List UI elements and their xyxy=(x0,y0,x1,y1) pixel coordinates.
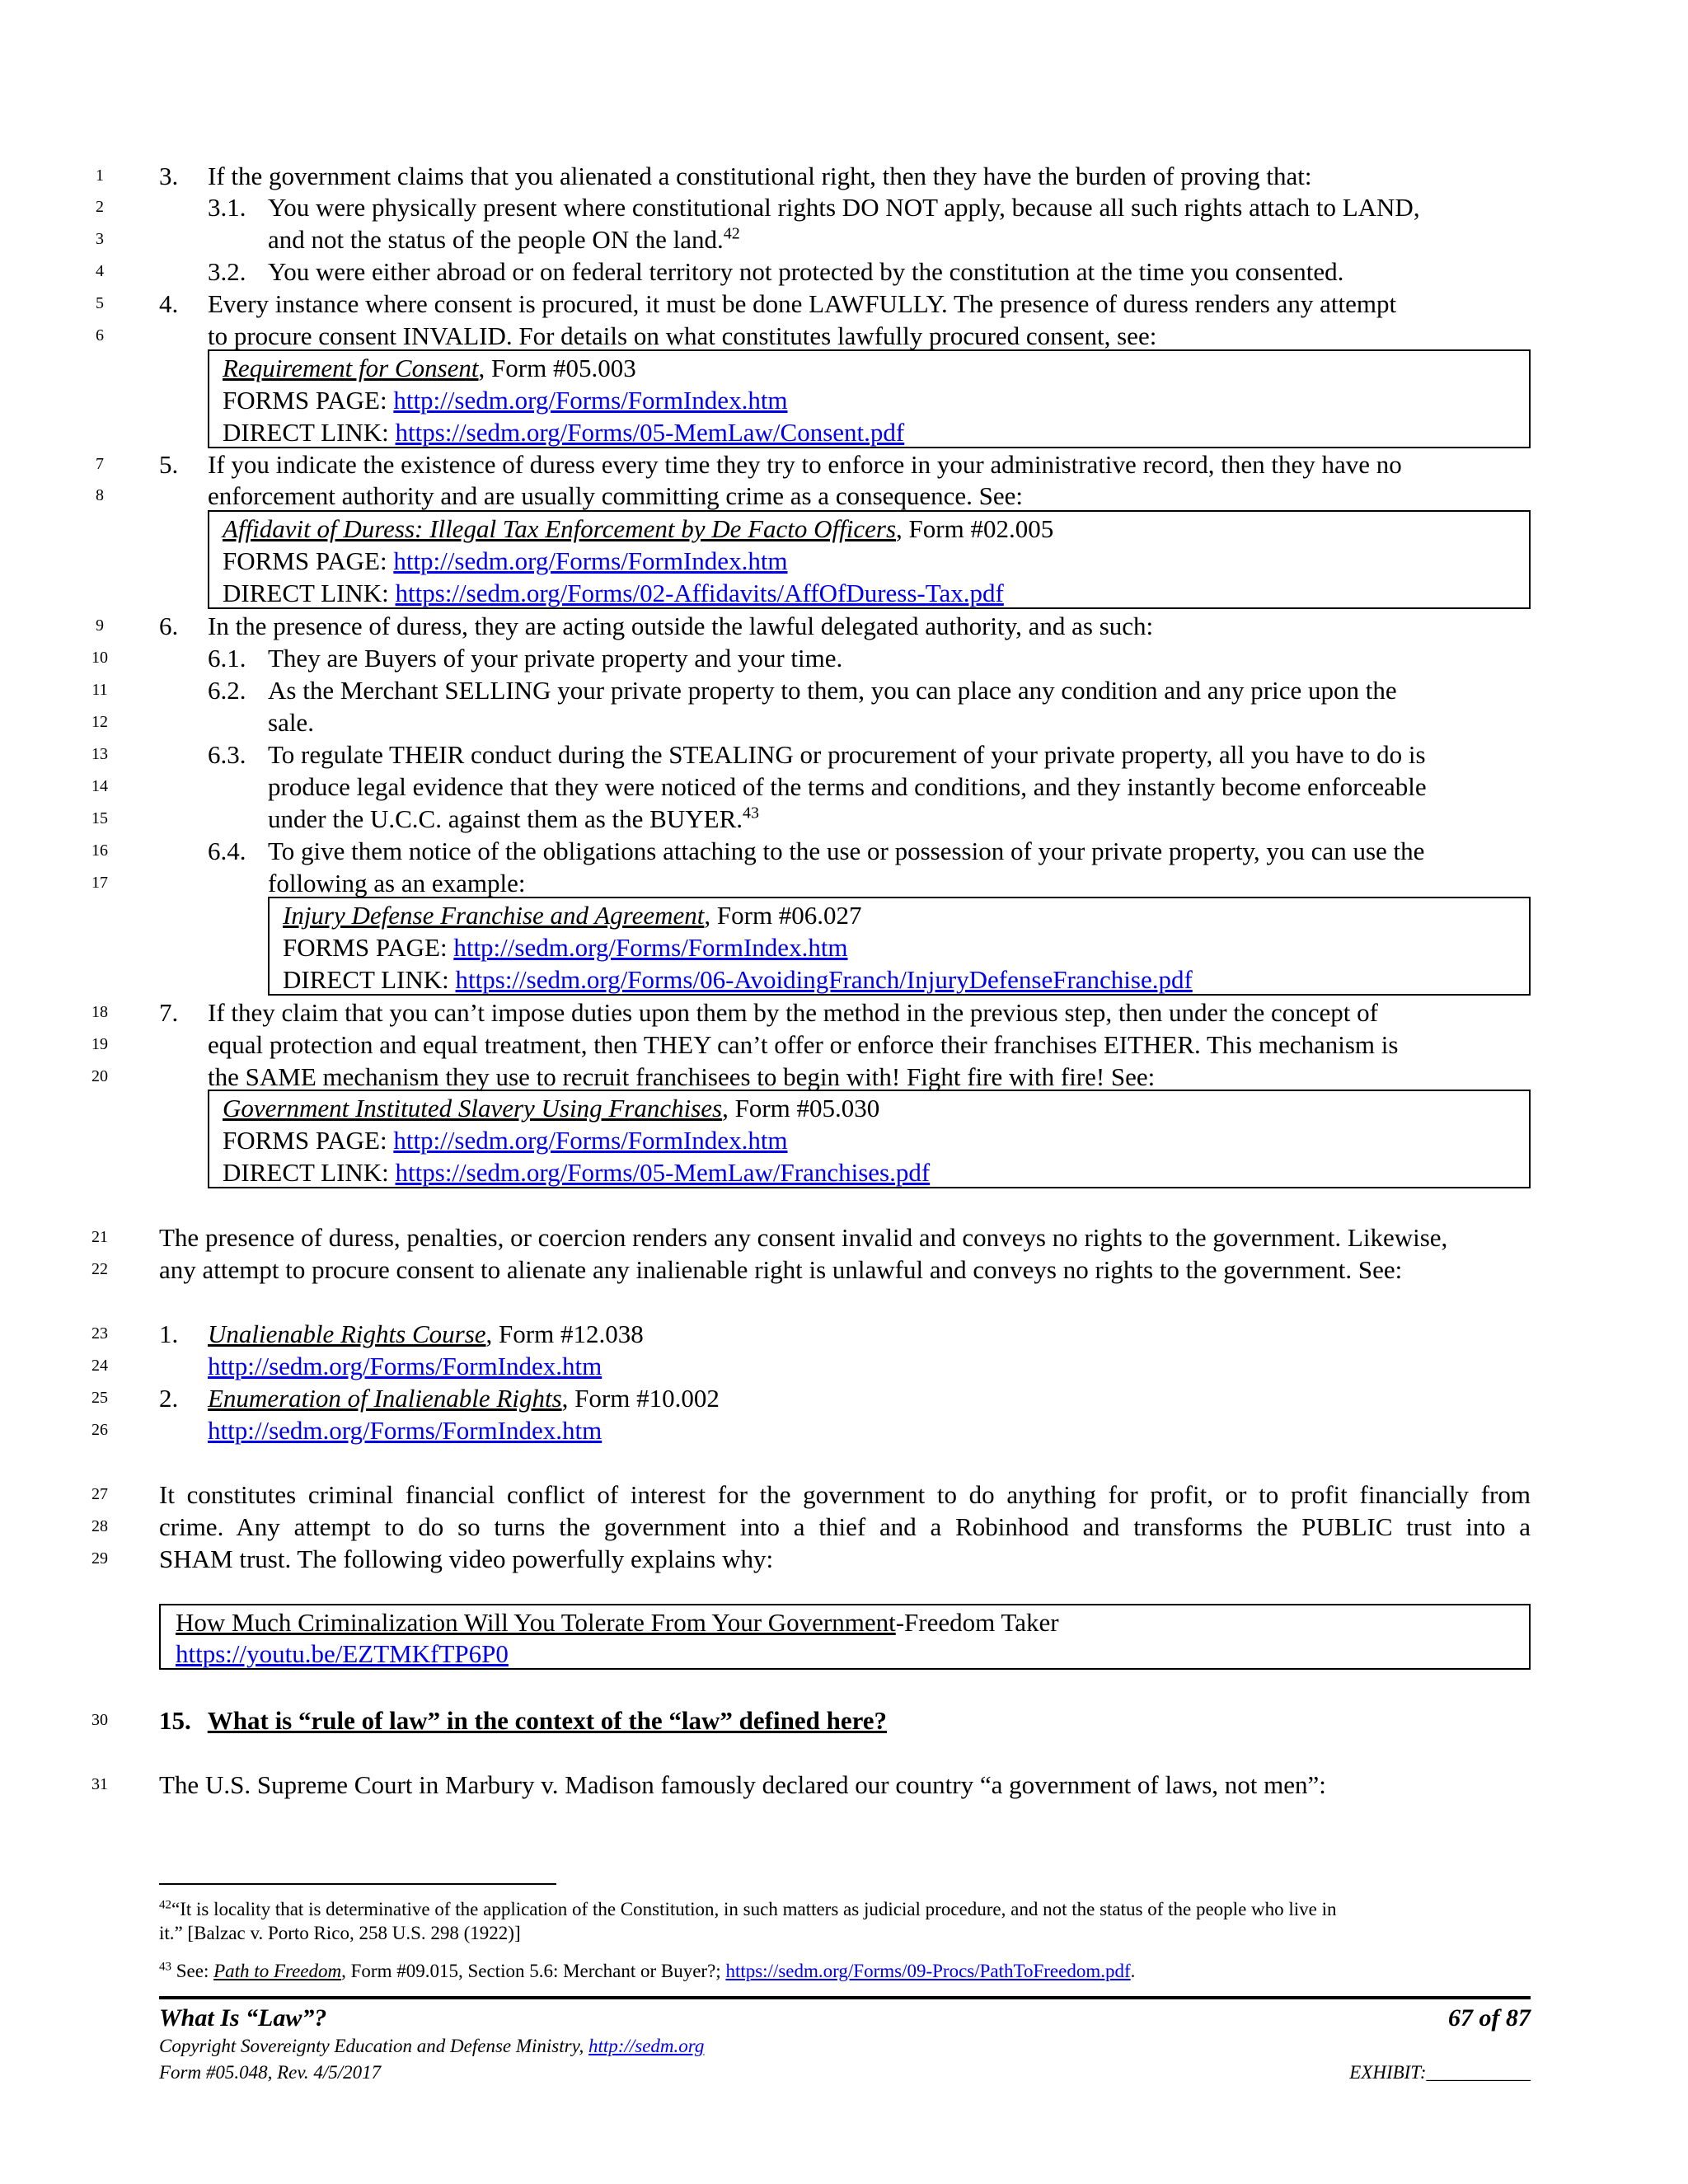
line-number: 12 xyxy=(91,713,108,731)
paragraph-line: The U.S. Supreme Court in Marbury v. Madison famously declared our country “a government of laws, not men”: xyxy=(159,1770,1326,1799)
section-title: What is “rule of law” in the context of the “law” defined here? xyxy=(207,1706,888,1735)
line-number: 22 xyxy=(91,1260,108,1278)
duress-reference-box xyxy=(208,510,1531,609)
reference-title: Injury Defense Franchise and Agreement xyxy=(283,901,705,930)
injury-reference-box xyxy=(268,897,1531,996)
direct-link[interactable]: https://sedm.org/Forms/06-AvoidingFranch/InjuryDefenseFranchise.pdf xyxy=(455,965,1193,994)
line-number: 25 xyxy=(91,1389,108,1407)
footnote-42-cont: it.” [Balzac v. Porto Rico, 258 U.S. 298 (1922)] xyxy=(159,1923,521,1943)
paragraph-line: The presence of duress, penalties, or coercion renders any consent invalid and conveys no rights to the government. Likewise, xyxy=(159,1223,1448,1252)
list-number: 4. xyxy=(159,289,179,318)
consent-reference-box xyxy=(208,349,1531,448)
list-number: 6.1. xyxy=(208,644,246,673)
line-number: 2 xyxy=(96,198,104,216)
reference-title: Government Instituted Slavery Using Franchises xyxy=(223,1094,723,1122)
list-number: 1. xyxy=(159,1319,179,1348)
direct-link-label: DIRECT LINK: xyxy=(283,965,456,994)
line-number: 30 xyxy=(91,1711,108,1729)
list-number: 3. xyxy=(159,162,179,190)
line-number: 26 xyxy=(91,1421,108,1439)
forms-page-label: FORMS PAGE: xyxy=(283,933,454,962)
line-number: 11 xyxy=(91,681,108,699)
body-text: You were either abroad or on federal territory not protected by the constitution at the time you consented. xyxy=(268,257,1344,286)
line-number: 16 xyxy=(91,841,108,860)
body-text: If you indicate the existence of duress every time they try to enforce in your administrative record, then they have no xyxy=(208,450,1402,479)
body-text: As the Merchant SELLING your private property to them, you can place any condition and any price upon the xyxy=(268,676,1397,705)
footnote-43: $^{43}$ See: Path to Freedom, Form #09.015, Section 5.6: Merchant or Buyer?; https://sedm.org/Forms/09-Procs/PathToFreedom.pdf. xyxy=(159,1960,1136,1981)
line-number: 20 xyxy=(91,1067,108,1085)
footer-title: What Is “Law”? xyxy=(159,2004,327,2032)
line-number: 4 xyxy=(96,262,104,280)
line-number: 3 xyxy=(96,230,104,248)
form-number: , Form #06.027 xyxy=(704,901,862,930)
line-number: 27 xyxy=(91,1485,108,1503)
footnote-link[interactable]: https://sedm.org/Forms/09-Procs/PathToFreedom.pdf xyxy=(725,1961,1131,1981)
list-item: Unalienable Rights Course, Form #12.038 xyxy=(208,1319,644,1348)
list-number: 3.1. xyxy=(208,193,246,222)
copyright-line: Copyright Sovereignty Education and Defense Ministry, http://sedm.org xyxy=(159,2036,705,2056)
list-number: 6.4. xyxy=(208,837,246,865)
course-title: Enumeration of Inalienable Rights xyxy=(208,1384,562,1413)
body-text: following as an example: xyxy=(268,869,526,898)
page-number: 67 of 87 xyxy=(1448,2004,1531,2032)
direct-link[interactable]: https://sedm.org/Forms/02-Affidavits/AffOfDuress-Tax.pdf xyxy=(395,579,1004,607)
line-number: 13 xyxy=(91,745,108,763)
paragraph-line: crime. Any attempt to do so turns the government into a thief and a Robinhood and transforms the PUBLIC trust into a xyxy=(159,1512,1531,1541)
forms-index-link[interactable]: http://sedm.org/Forms/FormIndex.htm xyxy=(208,1352,603,1380)
body-text: You were physically present where constitutional rights DO NOT apply, because all such rights attach to LAND, xyxy=(268,193,1420,222)
list-number: 6.2. xyxy=(208,676,246,705)
direct-link[interactable]: https://sedm.org/Forms/05-MemLaw/Franchises.pdf xyxy=(395,1158,931,1187)
footnote-title: Path to Freedom xyxy=(213,1961,342,1981)
forms-page-link[interactable]: http://sedm.org/Forms/FormIndex.htm xyxy=(393,1126,788,1155)
list-number: 2. xyxy=(159,1384,179,1413)
form-revision: Form #05.048, Rev. 4/5/2017 xyxy=(159,2062,382,2083)
forms-page-label: FORMS PAGE: xyxy=(223,386,394,415)
line-number: 9 xyxy=(96,616,104,635)
body-text: Every instance where consent is procured, it must be done LAWFULLY. The presence of duress renders any attempt xyxy=(208,289,1397,318)
copyright-link[interactable]: http://sedm.org xyxy=(588,2036,705,2056)
line-number: 21 xyxy=(91,1228,108,1246)
forms-index-link[interactable]: http://sedm.org/Forms/FormIndex.htm xyxy=(208,1416,603,1445)
section-number: 15. xyxy=(159,1706,191,1735)
list-item: Enumeration of Inalienable Rights, Form #10.002 xyxy=(208,1384,720,1413)
form-number: , Form #02.005 xyxy=(896,514,1054,543)
body-text: the SAME mechanism they use to recruit franchisees to begin with! Fight fire with fire! See: xyxy=(208,1062,1156,1091)
body-text: sale. xyxy=(268,708,314,737)
body-text: equal protection and equal treatment, then THEY can’t offer or enforce their franchises EITHER. This mechanism is xyxy=(208,1030,1399,1059)
forms-page-label: FORMS PAGE: xyxy=(223,546,394,575)
footnote-ref[interactable]: 42 xyxy=(723,224,740,243)
paragraph-line: any attempt to procure consent to alienate any inalienable right is unlawful and conveys no rights to the government. See: xyxy=(159,1255,1403,1284)
line-number: 6 xyxy=(96,326,104,344)
paragraph-line: SHAM trust. The following video powerfully explains why: xyxy=(159,1544,774,1573)
list-number: 6. xyxy=(159,612,179,640)
line-number: 31 xyxy=(91,1775,108,1793)
paragraph-line: It constitutes criminal financial conflict of interest for the government to do anything for profit, or to profit financially from xyxy=(159,1480,1531,1509)
list-number: 7. xyxy=(159,998,179,1027)
line-number: 1 xyxy=(96,166,104,185)
line-number: 23 xyxy=(91,1324,108,1343)
footer-rule xyxy=(159,1996,1531,1999)
section-heading xyxy=(159,1705,887,1736)
body-text: They are Buyers of your private property and your time. xyxy=(268,644,843,673)
video-reference-box xyxy=(159,1604,1531,1670)
list-number: 3.2. xyxy=(208,257,246,286)
body-text: To give them notice of the obligations attaching to the use or possession of your private property, you can use the xyxy=(268,837,1425,865)
line-number: 8 xyxy=(96,486,104,504)
body-text: and not the status of the people ON the land.$^{42}$ xyxy=(268,224,740,254)
form-number: , Form #05.003 xyxy=(478,354,636,382)
slavery-reference-box xyxy=(208,1090,1531,1188)
forms-page-link[interactable]: http://sedm.org/Forms/FormIndex.htm xyxy=(453,933,848,962)
video-source: -Freedom Taker xyxy=(895,1608,1059,1637)
body-text: under the U.C.C. against them as the BUYER.$^{43}$ xyxy=(268,804,759,833)
reference-title: Affidavit of Duress: Illegal Tax Enforcement by De Facto Officers xyxy=(223,514,897,543)
course-title: Unalienable Rights Course xyxy=(208,1319,486,1348)
body-text: If they claim that you can’t impose duties upon them by the method in the previous step, then under the concept of xyxy=(208,998,1378,1027)
video-title: How Much Criminalization Will You Tolerate From Your Government xyxy=(176,1608,896,1637)
line-number: 17 xyxy=(91,874,108,892)
list-number: 6.3. xyxy=(208,740,246,769)
body-text: enforcement authority and are usually committing crime as a consequence. See: xyxy=(208,481,1024,510)
body-text: to procure consent INVALID. For details on what constitutes lawfully procured consent, see: xyxy=(208,321,1157,350)
list-number: 5. xyxy=(159,450,179,479)
direct-link-label: DIRECT LINK: xyxy=(223,418,396,447)
video-link[interactable]: https://youtu.be/EZTMKfTP6P0 xyxy=(176,1639,509,1668)
forms-page-link[interactable]: http://sedm.org/Forms/FormIndex.htm xyxy=(393,386,788,415)
body-text: produce legal evidence that they were noticed of the terms and conditions, and they instantly become enforceable xyxy=(268,772,1427,801)
direct-link[interactable]: https://sedm.org/Forms/05-MemLaw/Consent.pdf xyxy=(395,418,905,447)
line-number: 19 xyxy=(91,1035,108,1053)
forms-page-link[interactable]: http://sedm.org/Forms/FormIndex.htm xyxy=(393,546,788,575)
forms-page-label: FORMS PAGE: xyxy=(223,1126,394,1155)
direct-link-label: DIRECT LINK: xyxy=(223,579,396,607)
line-number: 18 xyxy=(91,1003,108,1021)
line-number: 14 xyxy=(91,777,108,795)
reference-title: Requirement for Consent xyxy=(223,354,479,382)
body-text: In the presence of duress, they are acting outside the lawful delegated authority, and as such: xyxy=(208,612,1154,640)
body-text: If the government claims that you alienated a constitutional right, then they have the burden of proving that: xyxy=(208,162,1312,190)
form-number: , Form #05.030 xyxy=(722,1094,880,1122)
line-number: 24 xyxy=(91,1357,108,1375)
body-text: To regulate THEIR conduct during the STEALING or procurement of your private property, all you have to do is xyxy=(268,740,1426,769)
footnote-42: $^{42}$“It is locality that is determinative of the application of the Constitution, in such matters as judicial procedure, and not the status of the people who live in xyxy=(159,1898,1337,1919)
direct-link-label: DIRECT LINK: xyxy=(223,1158,396,1187)
line-number: 10 xyxy=(91,649,108,667)
line-number: 15 xyxy=(91,809,108,827)
line-number: 7 xyxy=(96,455,104,473)
footnote-ref[interactable]: 43 xyxy=(743,804,759,823)
exhibit-label: EXHIBIT:___________ xyxy=(1349,2062,1531,2083)
footnote-separator xyxy=(159,1883,556,1885)
line-number: 28 xyxy=(91,1517,108,1535)
line-number: 5 xyxy=(96,294,104,312)
line-number: 29 xyxy=(91,1549,108,1568)
